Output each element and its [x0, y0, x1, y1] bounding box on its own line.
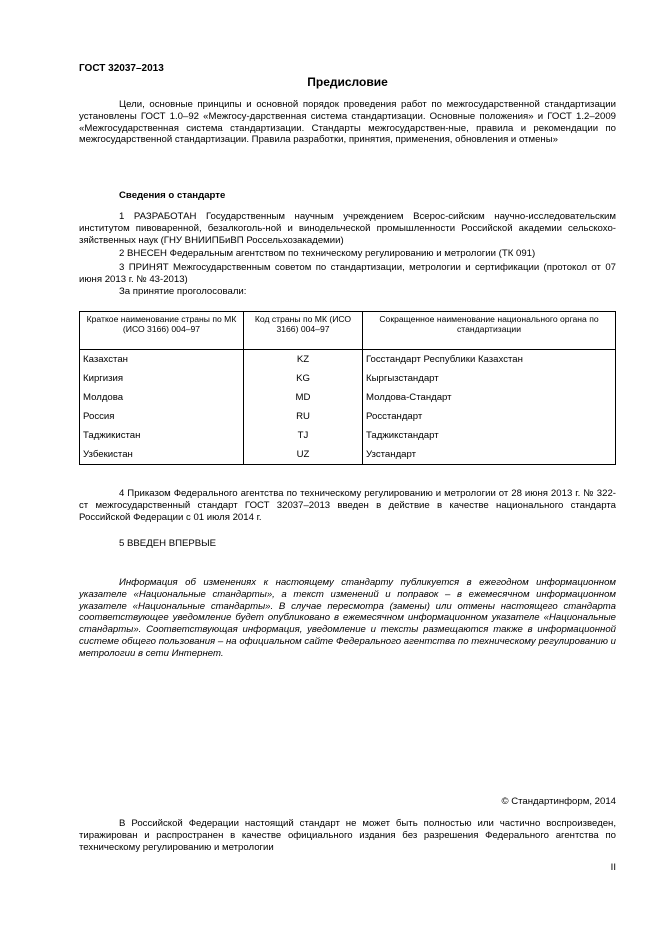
page-title: Предисловие	[307, 75, 388, 89]
table-row	[80, 369, 616, 388]
table-cell-body: Молдова-Стандарт	[363, 388, 616, 407]
table-cell-country: Россия	[80, 407, 244, 426]
intro-paragraph: Цели, основные принципы и основной порядок проведения работ по межгосударственной стандартизации установлены ГОСТ 1.0–92 «Межгосу-дарственная система стандартизации. Основные положения» и ГОСТ 1.2–2009 «Межгосударственная система стандартизации. Стандарты межгосударствен-ные, правила и рекомендации по межгосударственной стандартизации. Правила разработки, принятия, применения, обновления и отмены»	[79, 99, 616, 146]
section-title: Сведения о стандарте	[119, 190, 226, 201]
info-note-paragraph: Информация об изменениях к настоящему стандарту публикуется в ежегодном информационном указателе «Национальные стандарты», а текст изменений и поправок – в ежемесячном информационном указателе «Национальные стандарты». В случае пересмотра (замены) или отмены настоящего стандарта соответствующее уведомление будет опубликовано в ежемесячном информационном указателе «Национальные стандарты». Соответствующая информация, уведомление и тексты размещаются также в информационной системе общего пользования – на официальном сайте Федерального агентства по техническому регулированию и метрологии в сети Интернет.	[79, 577, 616, 659]
table-header-code: Код страны по МК (ИСО 3166) 004–97	[244, 312, 363, 350]
table-header-row	[80, 312, 616, 350]
table-cell-code: UZ	[244, 445, 363, 465]
table-cell-country: Молдова	[80, 388, 244, 407]
voted-label: За принятие проголосовали:	[119, 286, 247, 297]
table-row	[80, 407, 616, 426]
table-header-country: Краткое наименование страны по МК (ИСО 3166) 004–97	[80, 312, 244, 350]
table-cell-country: Казахстан	[80, 350, 244, 370]
table-row	[80, 350, 616, 370]
item-3-paragraph: 3 ПРИНЯТ Межгосударственным советом по стандартизации, метрологии и сертификации (протокол от 07 июня 2013 г. № 43-2013)	[79, 262, 616, 285]
table-cell-code: TJ	[244, 426, 363, 445]
table-cell-body: Узстандарт	[363, 445, 616, 465]
table-cell-code: KG	[244, 369, 363, 388]
table-cell-code: KZ	[244, 350, 363, 370]
table-row	[80, 426, 616, 445]
table-cell-body: Кыргызстандарт	[363, 369, 616, 388]
item-2-paragraph: 2 ВНЕСЕН Федеральным агентством по техническому регулированию и метрологии (ТК 091)	[119, 248, 536, 259]
document-page	[79, 0, 616, 936]
item-4-paragraph: 4 Приказом Федерального агентства по техническому регулированию и метрологии от 28 июня 2013 г. № 322-ст межгосударственный стандарт ГОСТ 32037–2013 введен в действие в качестве национального стандарта Российской Федерации с 01 июля 2014 г.	[79, 488, 616, 523]
table-cell-code: MD	[244, 388, 363, 407]
reproduction-note-paragraph: В Российской Федерации настоящий стандарт не может быть полностью или частично воспроизведен, тиражирован и распространен в качестве официального издания без разрешения Федерального агентства по техническому регулированию и метрологии	[79, 818, 616, 853]
table-cell-country: Узбекистан	[80, 445, 244, 465]
table-header-body: Сокращенное наименование национального органа по стандартизации	[363, 312, 616, 350]
table-cell-body: Таджикстандарт	[363, 426, 616, 445]
table-cell-country: Киргизия	[80, 369, 244, 388]
page-number: II	[610, 862, 616, 873]
copyright-line: © Стандартинформ, 2014	[501, 796, 616, 807]
item-5-paragraph: 5 ВВЕДЕН ВПЕРВЫЕ	[119, 538, 217, 549]
table-cell-country: Таджикистан	[80, 426, 244, 445]
table-cell-code: RU	[244, 407, 363, 426]
item-1-paragraph: 1 РАЗРАБОТАН Государственным научным учреждением Всерос-сийским научно-исследовательским институтом пивоваренной, безалкоголь-ной и винодельческой промышленности Российской академии сельскохо-зяйственных наук (ГНУ ВНИИПБиВП Россельхозакадемии)	[79, 211, 616, 246]
table-cell-body: Госстандарт Республики Казахстан	[363, 350, 616, 370]
table-row	[80, 445, 616, 465]
document-code-header: ГОСТ 32037–2013	[79, 63, 164, 74]
table-cell-body: Росстандарт	[363, 407, 616, 426]
countries-table	[79, 311, 616, 465]
table-row	[80, 388, 616, 407]
